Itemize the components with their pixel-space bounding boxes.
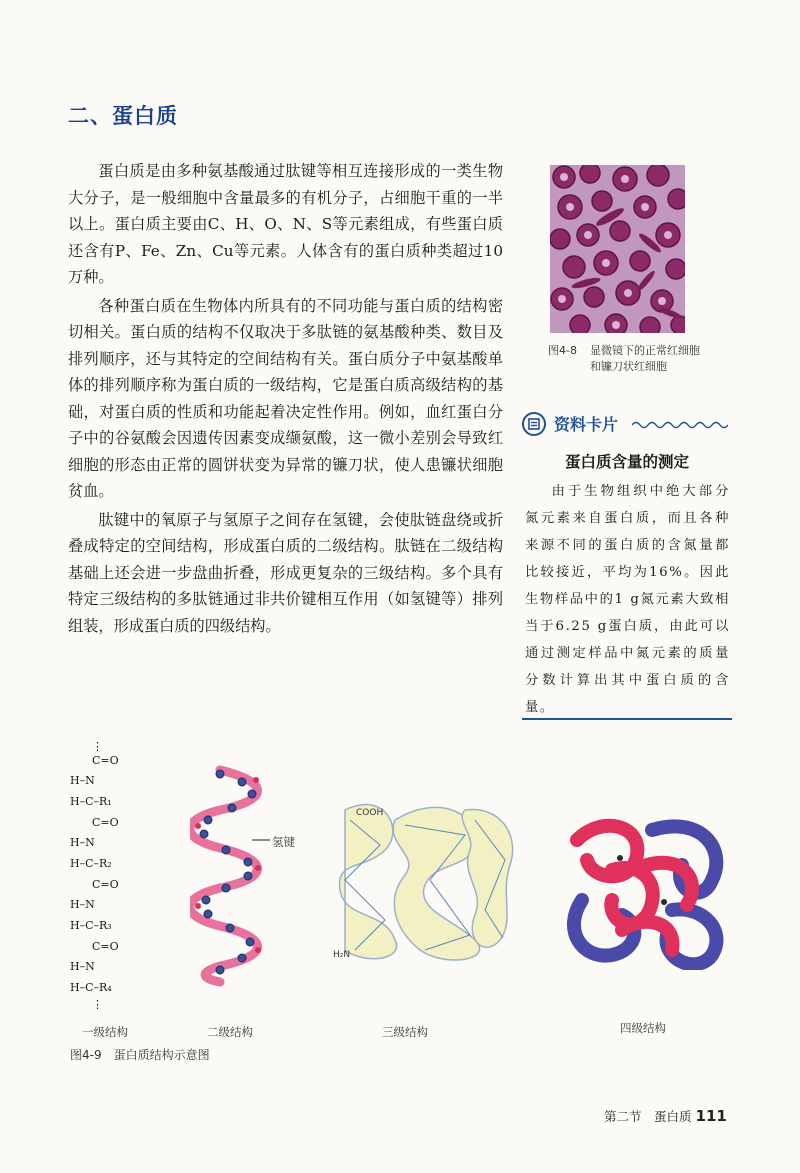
page-footer — [604, 1107, 727, 1125]
chain-nh-3: H–N — [70, 898, 95, 911]
chain-nh-4: H–N — [70, 960, 95, 973]
info-card-label: 资料卡片 — [554, 415, 619, 434]
chain-co-3: C=O — [92, 878, 119, 891]
chain-r2: H–C–R₂ — [70, 857, 112, 870]
chain-co-1: C=O — [92, 754, 119, 767]
tertiary-structure-diagram — [325, 790, 525, 970]
footer-section: 第二节 蛋白质 — [604, 1109, 692, 1124]
info-card-text: 由于生物组织中绝大部分氮元素来自蛋白质，而且各种来源不同的蛋白质的含氮量都比较接近，平均为16%。因此生物样品中的1 g氮元素大致相当于6.25 g蛋白质，由此可以通过测定样品中氮元素的质量分数计算出其中蛋白质的含量。 — [525, 484, 730, 715]
cooh-label: COOH — [356, 808, 384, 818]
chain-r4: H–C–R₄ — [70, 981, 112, 994]
chain-dots-top: ⋮ — [92, 740, 103, 753]
red-blood-cell-micrograph — [550, 165, 685, 333]
chain-nh-2: H–N — [70, 836, 95, 849]
label-tertiary-structure: 三级结构 — [382, 1025, 428, 1039]
chain-co-2: C=O — [92, 816, 119, 829]
paragraph-3: 肽键中的氧原子与氢原子之间存在氢键，会使肽链盘绕或折叠成特定的空间结构，形成蛋白质的二级结构。肽链在二级结构基础上还会进一步盘曲折叠，形成更复杂的三级结构。多个具有特定三级结构的多肽链通过非共价键相互作用（如氢键等）排列组装，形成蛋白质的四级结构。 — [68, 510, 503, 635]
paragraph-1: 蛋白质是由多种氨基酸通过肽键等相互连接形成的一类生物大分子，是一般细胞中含量最多的有机分子，占细胞干重的一半以上。蛋白质主要由C、H、O、N、S等元素组成，有些蛋白质还含有P、Fe、Zn、Cu等元素。人体含有的蛋白质种类超过10万种。 — [68, 162, 503, 286]
figure-4-9-caption: 图4-9 蛋白质结构示意图 — [70, 1048, 210, 1062]
label-primary-structure: 一级结构 — [82, 1025, 128, 1039]
primary-structure-diagram — [70, 740, 160, 1015]
paragraph-2: 各种蛋白质在生物体内所具有的不同功能与蛋白质的结构密切相关。蛋白质的结构不仅取决于多肽链的氨基酸种类、数目及排列顺序，还与其特定的空间结构有关。蛋白质分子中氨基酸单体的排列顺序称为蛋白质的一级结构，它是蛋白质高级结构的基础，对蛋白质的性质和功能起着决定性作用。例如，血红蛋白分子中的谷氨酸会因遗传因素变成缬氨酸，这一微小差别会导致红细胞的形态由正常的圆饼状变为异常的镰刀状，使人患镰状细胞贫血。 — [68, 296, 503, 500]
section-title: 二、蛋白质 — [68, 104, 178, 128]
label-quaternary-structure: 四级结构 — [620, 1021, 666, 1035]
chain-r1: H–C–R₁ — [70, 795, 112, 808]
h2n-label: H₂N — [333, 950, 351, 960]
hydrogen-bond-label: 氢键 — [272, 835, 295, 849]
chain-dots-bottom: ⋮ — [92, 998, 103, 1011]
micrograph-image — [550, 165, 685, 333]
info-card-divider — [522, 718, 732, 720]
wave-decoration — [632, 420, 728, 430]
document-icon — [522, 412, 546, 436]
page-number: 111 — [695, 1107, 727, 1125]
chain-nh-1: H–N — [70, 774, 95, 787]
info-card-title: 蛋白质含量的测定 — [564, 453, 689, 471]
info-card-header — [522, 410, 732, 440]
chain-r3: H–C–R₃ — [70, 919, 112, 932]
figure-4-8-number: 图4-8 — [548, 344, 577, 357]
quaternary-structure-diagram — [552, 810, 732, 970]
secondary-structure-helix — [190, 760, 300, 990]
chain-co-4: C=O — [92, 940, 119, 953]
main-text — [68, 158, 503, 641]
label-secondary-structure: 二级结构 — [207, 1025, 253, 1039]
figure-4-8-text: 显微镜下的正常红细胞和镰刀状红细胞 — [590, 344, 700, 373]
